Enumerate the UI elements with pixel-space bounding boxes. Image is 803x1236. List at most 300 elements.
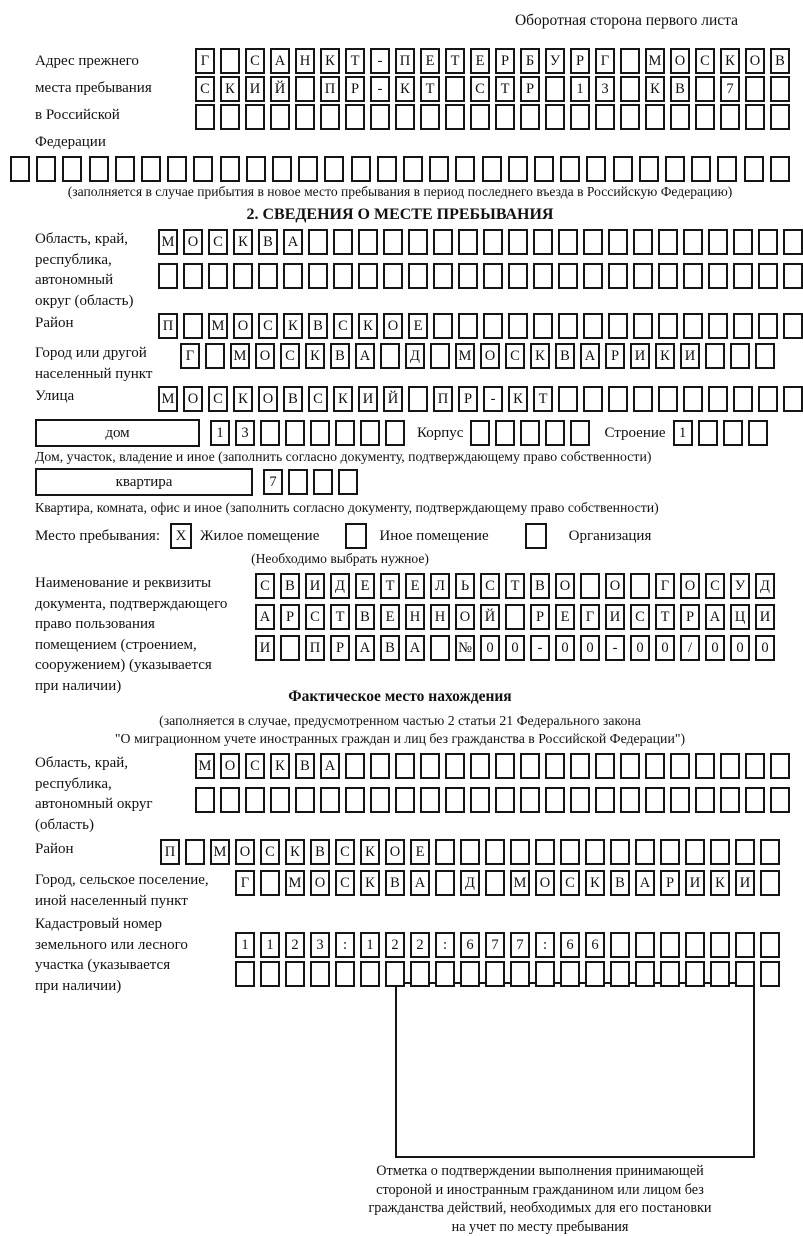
char-box — [735, 932, 755, 958]
char-box: В — [330, 343, 350, 369]
char-box — [595, 104, 615, 130]
char-box — [545, 104, 565, 130]
char-box — [167, 156, 187, 182]
char-box — [570, 420, 590, 446]
char-box: К — [220, 76, 240, 102]
house-number-cells — [210, 420, 405, 446]
char-box: : — [335, 932, 355, 958]
char-box: К — [360, 870, 380, 896]
char-box — [717, 156, 737, 182]
char-box: В — [555, 343, 575, 369]
stroenie-cells — [673, 420, 768, 446]
char-box — [360, 420, 380, 446]
text-line: при наличии) — [35, 676, 255, 697]
house-note: Дом, участок, владение и иное (заполнить согласно документу, подтверждающему право собственности) — [10, 449, 790, 465]
char-box: С — [258, 313, 278, 339]
char-box — [508, 263, 528, 289]
text-line: при наличии) — [35, 976, 235, 997]
section2-title: 2. СВЕДЕНИЯ О МЕСТЕ ПРЕБЫВАНИЯ — [10, 206, 790, 224]
char-box — [720, 104, 740, 130]
char-box — [245, 104, 265, 130]
actual-city-block — [10, 870, 790, 911]
char-box: И — [630, 343, 650, 369]
char-box — [435, 961, 455, 987]
char-box: О — [183, 386, 203, 412]
char-box — [608, 313, 628, 339]
char-box: Н — [405, 604, 425, 630]
char-box — [295, 104, 315, 130]
char-box — [335, 420, 355, 446]
char-box — [710, 839, 730, 865]
text-line: помещением (строением, — [35, 635, 255, 656]
apartment-cells — [263, 469, 358, 495]
char-box: Н — [430, 604, 450, 630]
char-box: 1 — [570, 76, 590, 102]
char-box: Е — [355, 573, 375, 599]
region-label — [10, 229, 158, 311]
char-box: С — [470, 76, 490, 102]
char-box — [685, 932, 705, 958]
char-box: Д — [460, 870, 480, 896]
char-box — [691, 156, 711, 182]
char-box: 0 — [655, 635, 675, 661]
street-label: Улица — [10, 386, 158, 407]
char-box — [770, 104, 790, 130]
stay-type-row — [10, 523, 790, 549]
char-box — [595, 753, 615, 779]
char-box: К — [655, 343, 675, 369]
char-box: М — [158, 386, 178, 412]
char-box: 7 — [720, 76, 740, 102]
char-box — [345, 753, 365, 779]
char-box — [783, 386, 803, 412]
char-row — [255, 573, 775, 599]
char-box: К — [358, 313, 378, 339]
char-box — [545, 76, 565, 102]
char-box: - — [605, 635, 625, 661]
char-box — [535, 961, 555, 987]
char-box: С — [560, 870, 580, 896]
char-box: С — [245, 48, 265, 74]
char-box: В — [670, 76, 690, 102]
char-box — [183, 313, 203, 339]
char-box: Д — [755, 573, 775, 599]
char-box: О — [235, 839, 255, 865]
char-box: Г — [580, 604, 600, 630]
char-box — [560, 839, 580, 865]
char-box — [770, 76, 790, 102]
confirmation-stamp-box — [395, 982, 755, 1158]
char-box: С — [335, 870, 355, 896]
text-line: на учет по месту пребывания — [310, 1218, 770, 1236]
char-box: 3 — [310, 932, 330, 958]
text-line: иной населенный пункт — [35, 891, 235, 912]
char-box: К — [720, 48, 740, 74]
char-box — [760, 961, 780, 987]
char-box: С — [255, 573, 275, 599]
char-box: А — [355, 343, 375, 369]
char-box — [610, 932, 630, 958]
district-label: Район — [10, 313, 158, 334]
char-box: К — [585, 870, 605, 896]
char-box — [283, 263, 303, 289]
char-box — [670, 104, 690, 130]
char-box: К — [645, 76, 665, 102]
char-box — [433, 229, 453, 255]
char-box: Т — [380, 573, 400, 599]
char-box — [235, 961, 255, 987]
char-box — [485, 839, 505, 865]
char-box — [195, 787, 215, 813]
char-box: В — [355, 604, 375, 630]
char-box — [560, 156, 580, 182]
actual-district-label: Район — [10, 839, 160, 860]
char-box — [482, 156, 502, 182]
text-line: Отметка о подтверждении выполнения принимающей — [310, 1162, 770, 1181]
char-box — [495, 787, 515, 813]
char-box: Р — [495, 48, 515, 74]
char-box — [645, 787, 665, 813]
char-box — [745, 104, 765, 130]
char-box: О — [555, 573, 575, 599]
char-box — [645, 753, 665, 779]
char-box — [308, 229, 328, 255]
text-line: документа, подтверждающего — [35, 594, 255, 615]
char-box: И — [358, 386, 378, 412]
option-other-premises-label: Иное помещение — [379, 528, 488, 545]
char-box — [470, 104, 490, 130]
char-box: П — [320, 76, 340, 102]
char-box — [683, 313, 703, 339]
char-box: К — [508, 386, 528, 412]
char-box: К — [233, 229, 253, 255]
char-box: С — [305, 604, 325, 630]
char-box: Д — [330, 573, 350, 599]
char-box — [433, 313, 453, 339]
prev-address-label — [10, 48, 195, 156]
char-box: К — [270, 753, 290, 779]
char-box: К — [710, 870, 730, 896]
apartment-name-box: квартира — [35, 468, 253, 496]
char-box — [351, 156, 371, 182]
char-box — [760, 932, 780, 958]
char-row — [255, 604, 775, 630]
char-box — [370, 753, 390, 779]
char-box — [295, 787, 315, 813]
char-box: Т — [420, 76, 440, 102]
char-box: Т — [533, 386, 553, 412]
char-box: 2 — [285, 932, 305, 958]
text-line: сооружением) (указывается — [35, 655, 255, 676]
char-box — [458, 263, 478, 289]
char-box: 6 — [585, 932, 605, 958]
text-line: Область, край, — [35, 753, 195, 774]
char-box: 1 — [360, 932, 380, 958]
char-box: С — [630, 604, 650, 630]
char-box: М — [510, 870, 530, 896]
region-block — [10, 229, 790, 311]
char-box: Н — [295, 48, 315, 74]
char-box — [708, 386, 728, 412]
char-box — [495, 753, 515, 779]
text-line: (область) — [35, 815, 195, 836]
option-organization-label: Организация — [569, 528, 652, 545]
char-box — [545, 787, 565, 813]
char-box: Р — [680, 604, 700, 630]
apartment-note: Квартира, комната, офис и иное (заполнить согласно документу, подтверждающему право собственности) — [10, 500, 790, 516]
char-box — [723, 420, 743, 446]
char-box: В — [283, 386, 303, 412]
char-box — [285, 961, 305, 987]
actual-city-label — [10, 870, 235, 911]
char-box: А — [355, 635, 375, 661]
char-box — [430, 635, 450, 661]
char-box — [458, 313, 478, 339]
char-box — [358, 229, 378, 255]
char-box: : — [435, 932, 455, 958]
char-box: С — [505, 343, 525, 369]
char-box: О — [480, 343, 500, 369]
char-box: С — [280, 343, 300, 369]
char-box — [395, 787, 415, 813]
char-box: Е — [410, 839, 430, 865]
char-box — [558, 386, 578, 412]
char-box — [429, 156, 449, 182]
char-box: Е — [555, 604, 575, 630]
char-box: В — [308, 313, 328, 339]
char-box: Е — [380, 604, 400, 630]
char-box: В — [295, 753, 315, 779]
char-box — [458, 229, 478, 255]
district-block — [10, 313, 790, 341]
text-line: "О миграционном учете иностранных граждан и лиц без гражданства в Российской Федерации") — [10, 730, 790, 748]
char-box — [665, 156, 685, 182]
char-box — [345, 787, 365, 813]
char-box: С — [695, 48, 715, 74]
char-box — [708, 263, 728, 289]
char-box: В — [310, 839, 330, 865]
char-box — [770, 753, 790, 779]
char-box: И — [245, 76, 265, 102]
char-box: 0 — [480, 635, 500, 661]
apartment-row — [10, 468, 790, 496]
char-box — [370, 104, 390, 130]
char-box: 0 — [730, 635, 750, 661]
char-box: Б — [520, 48, 540, 74]
char-box — [483, 229, 503, 255]
char-box — [485, 961, 505, 987]
char-box — [660, 839, 680, 865]
char-box — [185, 839, 205, 865]
city-block — [10, 343, 790, 384]
back-side-note: Оборотная сторона первого листа — [10, 12, 790, 30]
text-line: стороной и иностранным гражданином или лицом без — [310, 1181, 770, 1200]
char-box: Р — [605, 343, 625, 369]
char-box — [435, 870, 455, 896]
document-rows — [255, 573, 775, 663]
char-box — [570, 787, 590, 813]
text-line: места пребывания — [35, 75, 195, 102]
char-box — [610, 839, 630, 865]
char-box — [683, 229, 703, 255]
char-box — [745, 753, 765, 779]
char-box — [695, 76, 715, 102]
char-box — [583, 386, 603, 412]
char-box — [195, 104, 215, 130]
char-box — [635, 961, 655, 987]
char-box — [310, 961, 330, 987]
char-box — [670, 787, 690, 813]
char-box: Г — [655, 573, 675, 599]
char-box: О — [310, 870, 330, 896]
char-box: Р — [530, 604, 550, 630]
char-box — [733, 229, 753, 255]
char-box: О — [605, 573, 625, 599]
char-box — [483, 313, 503, 339]
char-box: С — [335, 839, 355, 865]
char-box: У — [730, 573, 750, 599]
char-box: 0 — [555, 635, 575, 661]
option-residential-label: Жилое помещение — [200, 528, 319, 545]
char-box — [658, 229, 678, 255]
char-box: - — [530, 635, 550, 661]
cadastral-label — [10, 914, 235, 996]
char-box — [758, 313, 778, 339]
char-box: К — [283, 313, 303, 339]
text-line: республика, — [35, 250, 158, 271]
korpus-label: Корпус — [417, 419, 463, 447]
stamp-caption — [310, 1162, 770, 1236]
char-box — [758, 229, 778, 255]
char-box — [570, 104, 590, 130]
char-box — [695, 104, 715, 130]
char-box — [470, 753, 490, 779]
actual-location-title: Фактическое место нахождения — [10, 688, 790, 706]
char-box: К — [333, 386, 353, 412]
char-box: 0 — [505, 635, 525, 661]
checkbox-other-premises — [345, 523, 367, 549]
char-box: Й — [480, 604, 500, 630]
char-box: С — [333, 313, 353, 339]
char-box — [270, 787, 290, 813]
char-box — [308, 263, 328, 289]
checkbox-organization — [525, 523, 547, 549]
char-box: А — [580, 343, 600, 369]
char-box — [620, 48, 640, 74]
text-line: Наименование и реквизиты — [35, 573, 255, 594]
char-box — [760, 870, 780, 896]
char-box — [360, 961, 380, 987]
document-label — [10, 573, 255, 696]
char-box: А — [283, 229, 303, 255]
actual-region-block — [10, 753, 790, 835]
char-box — [345, 104, 365, 130]
char-box: О — [745, 48, 765, 74]
char-box — [660, 961, 680, 987]
char-box: Г — [235, 870, 255, 896]
char-box: В — [610, 870, 630, 896]
char-box: О — [383, 313, 403, 339]
char-box — [158, 263, 178, 289]
char-box — [610, 961, 630, 987]
char-box: Р — [520, 76, 540, 102]
char-box: Е — [405, 573, 425, 599]
char-box — [395, 104, 415, 130]
char-row-full-width — [10, 156, 790, 182]
char-box: П — [305, 635, 325, 661]
char-box: 1 — [260, 932, 280, 958]
street-block — [10, 386, 790, 414]
char-box — [545, 753, 565, 779]
char-box — [633, 313, 653, 339]
char-box — [720, 787, 740, 813]
char-box — [377, 156, 397, 182]
text-line: республика, — [35, 774, 195, 795]
char-box — [635, 839, 655, 865]
korpus-cells — [470, 420, 590, 446]
char-box — [285, 420, 305, 446]
char-box: Г — [195, 48, 215, 74]
char-box — [460, 961, 480, 987]
char-box — [220, 48, 240, 74]
char-box: Г — [595, 48, 615, 74]
char-box — [520, 420, 540, 446]
char-box — [272, 156, 292, 182]
house-name-box: дом — [35, 419, 200, 447]
char-box: 6 — [460, 932, 480, 958]
char-box — [208, 263, 228, 289]
char-row — [180, 343, 775, 369]
char-box: Р — [280, 604, 300, 630]
char-box — [445, 753, 465, 779]
char-box — [370, 787, 390, 813]
char-box — [10, 156, 30, 182]
char-box: К — [285, 839, 305, 865]
char-box — [288, 469, 308, 495]
char-box — [535, 839, 555, 865]
char-box: С — [260, 839, 280, 865]
char-box — [280, 635, 300, 661]
char-box — [270, 104, 290, 130]
char-box — [758, 386, 778, 412]
char-box — [183, 263, 203, 289]
char-box: И — [305, 573, 325, 599]
char-box — [608, 263, 628, 289]
char-box: К — [305, 343, 325, 369]
char-box — [335, 961, 355, 987]
char-box — [533, 313, 553, 339]
char-box: М — [195, 753, 215, 779]
char-box: К — [320, 48, 340, 74]
char-box — [445, 787, 465, 813]
char-box — [583, 313, 603, 339]
char-box — [260, 961, 280, 987]
char-box — [620, 753, 640, 779]
char-box: У — [545, 48, 565, 74]
char-row — [195, 48, 790, 74]
char-box: О — [670, 48, 690, 74]
text-line: гражданства действий, необходимых для его постановки — [310, 1199, 770, 1218]
char-box — [380, 343, 400, 369]
char-box — [433, 263, 453, 289]
document-block — [10, 573, 790, 696]
char-box: Ц — [730, 604, 750, 630]
char-box — [193, 156, 213, 182]
char-box: Й — [383, 386, 403, 412]
text-line: автономный округ — [35, 794, 195, 815]
char-box: 2 — [410, 932, 430, 958]
char-box: Р — [570, 48, 590, 74]
